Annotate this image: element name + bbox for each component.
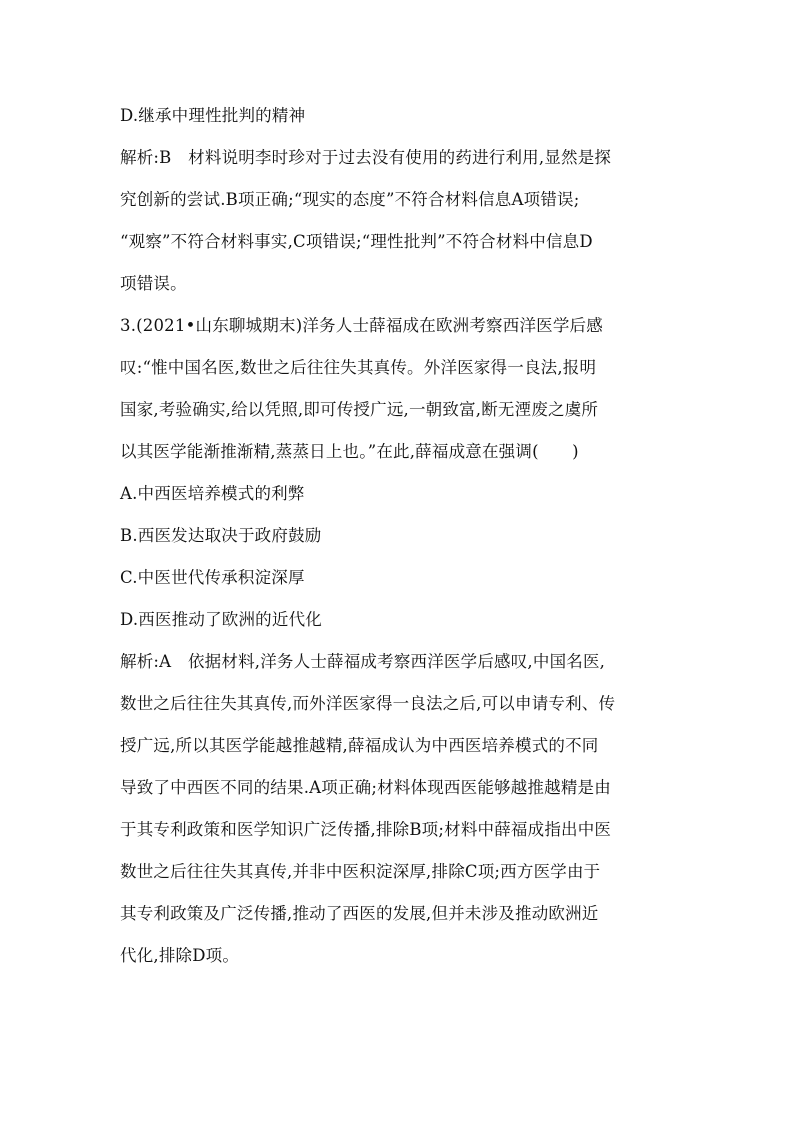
analysis-2-line-6: 数世之后往往失其真传,并非中医积淀深厚,排除C项;西方医学由于 <box>120 862 601 881</box>
analysis-2-line-5: 于其专利政策和医学知识广泛传播,排除B项;材料中薛福成指出中医 <box>120 820 612 839</box>
analysis-line-1: 解析:B 材料说明李时珍对于过去没有使用的药进行利用,显然是探 <box>120 148 612 167</box>
option-c: C.中医世代传承积淀深厚 <box>120 568 305 587</box>
analysis-2-line-2: 数世之后往往失其真传,而外洋医家得一良法之后,可以申请专利、传 <box>120 694 616 713</box>
analysis-line-4: 项错误。 <box>120 274 187 293</box>
question-3-line-3: 国家,考验确实,给以凭照,即可传授广远,一朝致富,断无湮废之虞所 <box>120 400 599 419</box>
analysis-2-line-8: 代化,排除D项。 <box>120 946 240 965</box>
question-3-line-2: 叹:“惟中国名医,数世之后往往失其真传。外洋医家得一良法,报明 <box>120 358 597 377</box>
option-b: B.西医发达取决于政府鼓励 <box>120 526 322 545</box>
analysis-2-line-1: 解析:A 依据材料,洋务人士薛福成考察西洋医学后感叹,中国名医, <box>120 652 606 671</box>
option-d-previous: D.继承中理性批判的精神 <box>120 106 306 125</box>
analysis-2-line-3: 授广远,所以其医学能越推越精,薛福成认为中西医培养模式的不同 <box>120 736 599 755</box>
question-3-line-4: 以其医学能渐推渐精,蒸蒸日上也。”在此,薛福成意在强调( ) <box>120 442 579 461</box>
analysis-line-3: “观察”不符合材料事实,C项错误;“理性批判”不符合材料中信息D <box>120 232 593 251</box>
analysis-line-2: 究创新的尝试.B项正确;“现实的态度”不符合材料信息A项错误; <box>120 190 580 209</box>
option-d: D.西医推动了欧洲的近代化 <box>120 610 322 629</box>
option-a: A.中西医培养模式的利弊 <box>120 484 305 503</box>
question-3-line-1: 3.(2021•山东聊城期末)洋务人士薛福成在欧洲考察西洋医学后感 <box>120 316 603 335</box>
analysis-2-line-7: 其专利政策及广泛传播,推动了西医的发展,但并未涉及推动欧洲近 <box>120 904 599 923</box>
analysis-2-line-4: 导致了中西医不同的结果.A项正确;材料体现西医能够越推越精是由 <box>120 778 611 797</box>
